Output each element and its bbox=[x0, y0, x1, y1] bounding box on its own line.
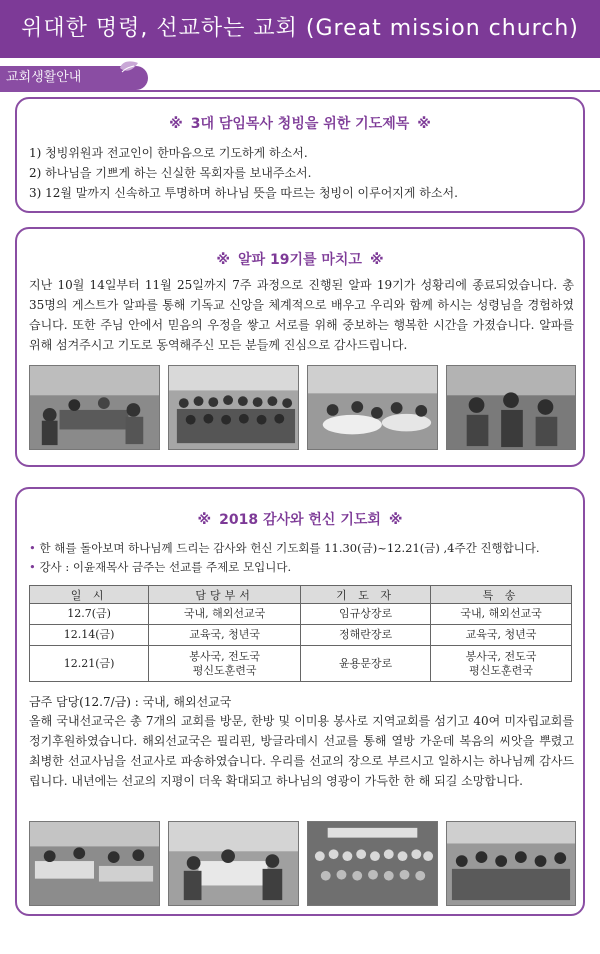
table-cell: 임규상장로 bbox=[300, 604, 430, 625]
detail-heading: 금주 담당(12.7/금) : 국내, 해외선교국 bbox=[29, 695, 232, 709]
table-row bbox=[30, 604, 572, 625]
prayer-list bbox=[29, 143, 574, 203]
detail-paragraph: 올해 국내선교국은 총 7개의 교회를 방문, 한방 및 이미용 봉사로 지역교회를 섬기고 40여 미자립교회를 정기후원하였습니다. 해외선교국은 필리핀, 방글라데시 선교를 통해 열방 가운데 복음의 씨앗을 뿌렸고 최병한 선교사님을 선교사로 파송하였습니다. 우리를 선교의 장으로 부르시고 일하시는 하나님께 감사드립니다. 내년에는 선교의 지평이 더욱 확대되고 하나님의 영광이 가득한 한 해 되길 소망합니다. bbox=[29, 714, 574, 788]
table-cell: 12.7(금) bbox=[30, 604, 149, 625]
list-item: 2) 하나님을 기쁘게 하는 신실한 목회자를 보내주소서. bbox=[29, 166, 312, 180]
thanks-bullets bbox=[29, 539, 577, 577]
table-row bbox=[30, 625, 572, 646]
table-cell: 봉사국, 전도국 평신도훈련국 bbox=[431, 646, 572, 682]
column-header: 담당부서 bbox=[149, 586, 301, 604]
table-header-row bbox=[30, 586, 572, 604]
mission-photo bbox=[446, 821, 576, 906]
schedule-table bbox=[29, 585, 572, 682]
list-item: • 강사 : 이윤재목사 금주는 선교를 주제로 모입니다. bbox=[29, 560, 292, 574]
alpha-title: ※ 알파 19기를 마치고 ※ bbox=[216, 252, 384, 268]
list-item: 3) 12월 말까지 신속하고 투명하며 하나님 뜻을 따르는 청빙이 이루어지게 하소서. bbox=[29, 186, 458, 200]
mission-photo bbox=[307, 821, 438, 906]
alpha-photo bbox=[307, 365, 438, 450]
prayer-topics-box bbox=[15, 97, 585, 213]
list-item: 1) 청빙위원과 전교인이 한마음으로 기도하게 하소서. bbox=[29, 146, 308, 160]
alpha-box bbox=[15, 227, 585, 467]
table-cell: 교육국, 청년국 bbox=[431, 625, 572, 646]
table-cell: 정해란장로 bbox=[300, 625, 430, 646]
table-cell: 12.21(금) bbox=[30, 646, 149, 682]
table-cell: 12.14(금) bbox=[30, 625, 149, 646]
prayer-title: ※ 3대 담임목사 청빙을 위한 기도제목 ※ bbox=[169, 116, 431, 132]
alpha-photo bbox=[446, 365, 576, 450]
alpha-photo bbox=[168, 365, 299, 450]
page-title: 위대한 명령, 선교하는 교회 (Great mission church) bbox=[21, 16, 579, 41]
leaf-icon bbox=[118, 60, 140, 76]
table-cell: 윤용문장로 bbox=[300, 646, 430, 682]
column-header: 일 시 bbox=[30, 586, 149, 604]
mission-photo bbox=[168, 821, 299, 906]
table-row bbox=[30, 646, 572, 682]
alpha-paragraph: 지난 10월 14일부터 11월 25일까지 7주 과정으로 진행된 알파 19기가 성황리에 종료되었습니다. 총 35명의 게스트가 알파를 통해 기독교 신앙을 체계적으로 배우고 우리와 함께 하시는 성령님을 경험하였습니다. 또한 주님 안에서 믿음의 우정을 쌓고 서로를 위해 중보하는 행복한 시간을 가졌습니다. 알파를 위해 섬겨주시고 기도로 동역해주신 모든 분들께 진심으로 감사드립니다. bbox=[29, 278, 574, 352]
table-cell: 교육국, 청년국 bbox=[149, 625, 301, 646]
alpha-photo bbox=[29, 365, 160, 450]
mission-photo bbox=[29, 821, 160, 906]
table-cell: 국내, 해외선교국 bbox=[149, 604, 301, 625]
column-header: 기 도 자 bbox=[300, 586, 430, 604]
thanks-box bbox=[15, 487, 585, 916]
section-label: 교회생활안내 bbox=[6, 70, 82, 85]
column-header: 특 송 bbox=[431, 586, 572, 604]
section-divider bbox=[0, 90, 600, 92]
table-cell: 국내, 해외선교국 bbox=[431, 604, 572, 625]
thanks-title: ※ 2018 감사와 헌신 기도회 ※ bbox=[197, 512, 403, 528]
list-item: • 한 해를 돌아보며 하나님께 드리는 감사와 헌신 기도회를 11.30(금)~12.21(금) ,4주간 진행합니다. bbox=[29, 541, 540, 555]
table-cell: 봉사국, 전도국 평신도훈련국 bbox=[149, 646, 301, 682]
